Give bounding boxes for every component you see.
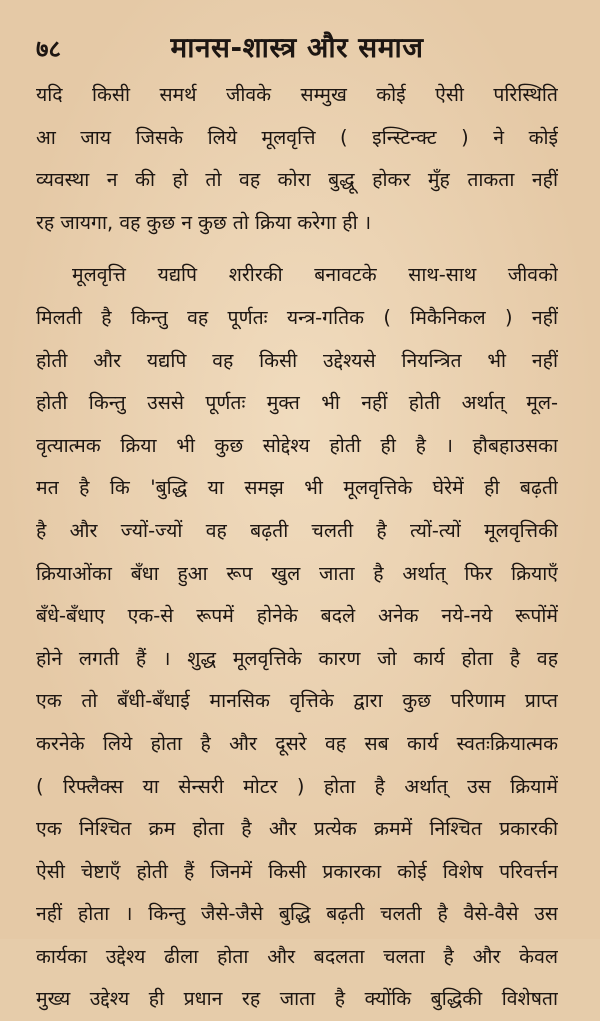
text-line: व्यवस्था न की हो तो वह कोरा बुद्धू होकर मुँह ताकता नहीं bbox=[36, 168, 558, 192]
page-header bbox=[36, 26, 558, 74]
text-line: एक तो बँधी-बँधाई मानसिक वृत्तिके द्वारा कुछ परिणाम प्राप्त bbox=[36, 689, 558, 713]
text-line: आ जाय जिसके लिये मूलवृत्ति ( इन्स्टिन्क्ट ) ने कोई bbox=[36, 125, 558, 149]
text-line: बँधे-बँधाए एक-से रूपमें होनेके बदले अनेक नये-नये रूपोंमें bbox=[36, 604, 558, 628]
text-line: मूलवृत्ति यद्यपि शरीरकी बनावटके साथ-साथ जीवको bbox=[72, 263, 558, 287]
paragraph-1 bbox=[36, 74, 558, 244]
body-text bbox=[36, 74, 558, 1021]
text-line: नहीं होता । किन्तु जैसे-जैसे बुद्धि बढ़ती चलती है वैसे-वैसे उस bbox=[36, 902, 558, 926]
text-line: एक निश्चित क्रम होता है और प्रत्येक क्रममें निश्चित प्रकारकी bbox=[36, 817, 558, 841]
text-line: मत है कि 'बुद्धि या समझ भी मूलवृत्तिके घेरेमें ही बढ़ती bbox=[36, 476, 558, 500]
text-line: ( रिफ्लैक्स या सेन्सरी मोटर ) होता है अर्थात् उस क्रियामें bbox=[36, 774, 558, 798]
text-line: मुख्य उद्देश्य ही प्रधान रह जाता है क्योंकि बुद्धिकी विशेषता bbox=[36, 987, 558, 1011]
text-line: मिलती है किन्तु वह पूर्णतः यन्त्र-गतिक ( मिकैनिकल ) नहीं bbox=[36, 305, 558, 329]
text-line: होती और यद्यपि वह किसी उद्देश्यसे नियन्त्रित भी नहीं bbox=[36, 348, 558, 372]
text-line: रह जायगा, वह कुछ न कुछ तो क्रिया करेगा ही । bbox=[36, 210, 372, 234]
text-line: कार्यका उद्देश्य ढीला होता और बदलता चलता है और केवल bbox=[36, 944, 558, 968]
text-line: है और ज्यों-ज्यों वह बढ़ती चलती है त्यों-त्यों मूलवृत्तिकी bbox=[36, 518, 558, 542]
text-line: यदि किसी समर्थ जीवके सम्मुख कोई ऐसी परिस्थिति bbox=[36, 83, 558, 106]
running-title: मानस-शास्त्र और समाज bbox=[170, 31, 424, 64]
text-line: होती किन्तु उससे पूर्णतः मुक्त भी नहीं होती अर्थात् मूल- bbox=[36, 391, 558, 415]
text-line: ऐसी चेष्टाएँ होती हैं जिनमें किसी प्रकारका कोई विशेष परिवर्त्तन bbox=[36, 859, 558, 883]
text-line: क्रियाओंका बँधा हुआ रूप खुल जाता है अर्थात् फिर क्रियाएँ bbox=[36, 561, 558, 585]
text-line: वृत्यात्मक क्रिया भी कुछ सोद्देश्य होती ही है । हौबहाउसका bbox=[36, 433, 558, 457]
page-number: ७८ bbox=[36, 35, 61, 63]
text-line: होने लगती हैं । शुद्ध मूलवृत्तिके कारण जो कार्य होता है वह bbox=[36, 646, 558, 670]
text-line: करनेके लिये होता है और दूसरे वह सब कार्य स्वतःक्रियात्मक bbox=[36, 731, 558, 755]
paragraph-2 bbox=[36, 254, 558, 1021]
